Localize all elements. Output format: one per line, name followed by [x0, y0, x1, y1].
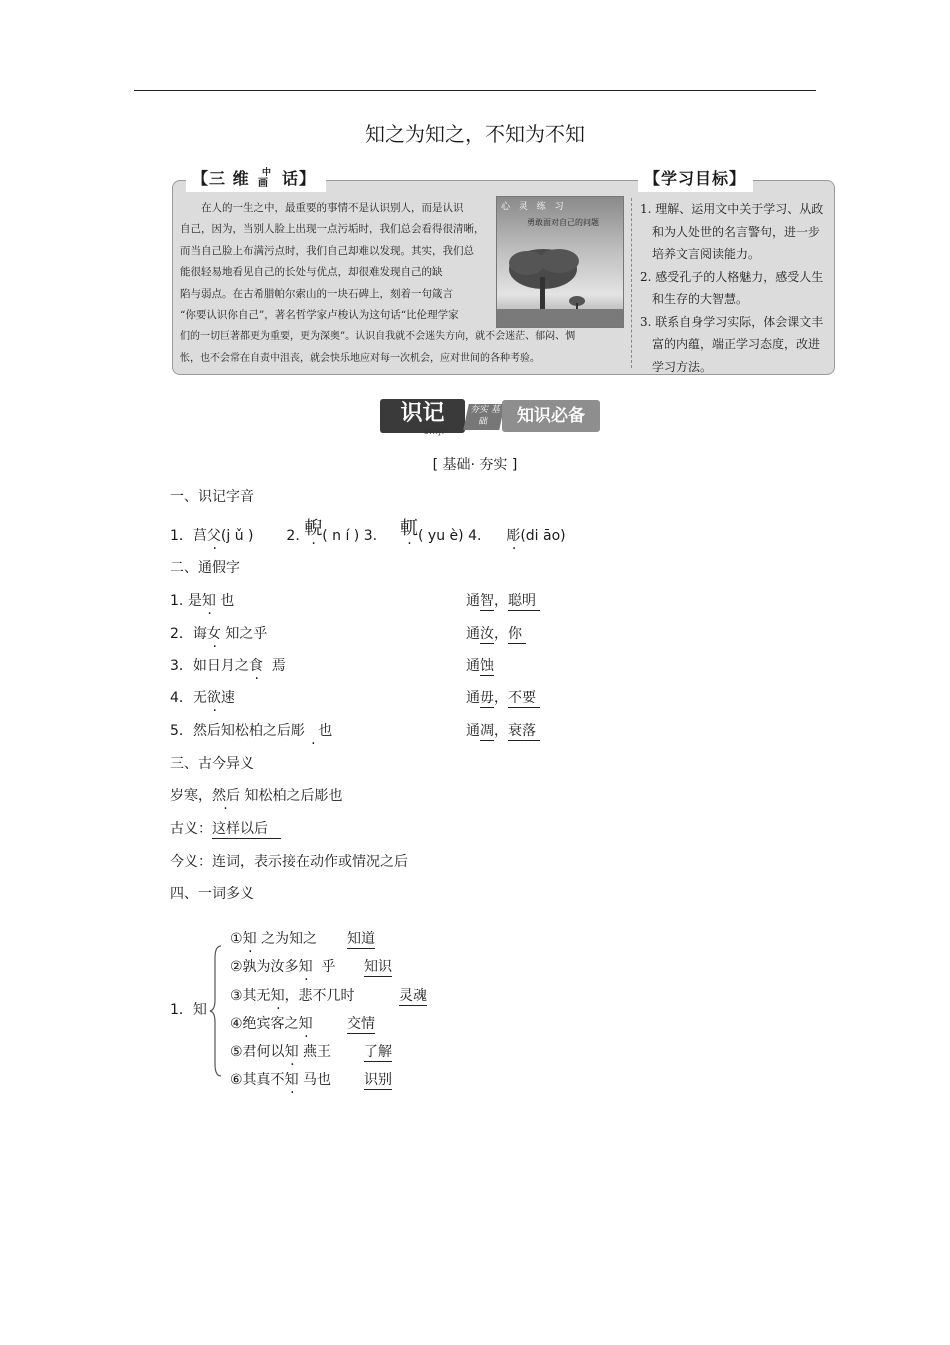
goal-line: 和生存的大智慧。	[640, 292, 749, 306]
duoyi-item-5	[230, 1043, 331, 1061]
tongjia-pre: 诲	[192, 626, 207, 642]
intro-line: 能很轻易地看见自己的长处与优点，却很难发现自己的缺	[180, 266, 443, 279]
learning-goals	[640, 198, 832, 378]
duoyi-meaning-5	[364, 1043, 392, 1061]
duoyi-meaning: 知道	[347, 931, 375, 947]
tongjia-post: 焉	[271, 658, 286, 674]
section-banner-pinyin: SHIJI	[424, 428, 445, 436]
tongjia-answer-3	[466, 657, 494, 675]
tongjia-tong: 通	[466, 593, 480, 609]
intro-line: 自己，因为，当别人脸上出现一点污垢时，我们总会看得很清晰，	[180, 223, 485, 236]
duoyi-item-6	[230, 1071, 331, 1089]
tongjia-num: 3．	[170, 658, 193, 674]
tongjia-pre: 无	[192, 690, 207, 706]
sanwei-tag-end: 话】	[282, 169, 317, 188]
tongjia-num: 1.	[170, 593, 188, 609]
duoyi-meaning-4	[347, 1015, 375, 1033]
pron-pinyin-3: ( yu è)	[418, 528, 464, 544]
tongjia-answer-2	[466, 625, 526, 643]
tongjia-pre: 然后知松柏之后彫	[192, 723, 305, 739]
tongjia-sentence-4	[170, 689, 235, 707]
duoyi-meaning: 了解	[364, 1044, 392, 1060]
duoyi-post: ，悲不几时	[284, 988, 355, 1004]
tongjia-char: 凋	[480, 723, 494, 739]
pron-num-2: 2.	[286, 528, 300, 544]
tongjia-sentence-1	[170, 592, 234, 610]
gujin-jin-label: 今义：	[170, 854, 212, 870]
tongjia-post: 也	[318, 723, 333, 739]
tongjia-post: 速	[220, 690, 235, 706]
gujin-pre: 岁寒，	[170, 788, 212, 804]
section-banner-left: 识记	[380, 399, 465, 433]
gujin-dot-word: 然后	[212, 788, 240, 804]
intro-line: 陷与弱点。在古希腊帕尔索山的一块石碑上，刻着一句箴言	[180, 287, 453, 300]
gujin-gu-label: 古义：	[170, 821, 212, 837]
pron-word-2: 輗	[304, 518, 323, 539]
tongjia-meaning: 衰落	[508, 723, 536, 739]
pronunciation-row	[170, 518, 566, 545]
tongjia-dot-char: 欲	[206, 690, 221, 706]
sanwei-tag-small-top: 中	[262, 168, 272, 178]
tongjia-char: 蚀	[480, 658, 494, 674]
duoyi-post: 乎	[321, 959, 336, 975]
duoyi-meaning-3	[399, 987, 427, 1005]
duoyi-post: 马也	[303, 1072, 332, 1088]
heading-gujin: 三、古今异义	[170, 756, 254, 772]
tongjia-num: 2．	[170, 626, 193, 642]
pron-pinyin-2: ( n í )	[322, 528, 360, 544]
goal-line: 和为人处世的名言警句，进一步	[640, 224, 821, 239]
tree-photo	[496, 196, 624, 328]
tongjia-char: 毋	[480, 690, 494, 706]
gujin-gu	[170, 820, 281, 838]
tongjia-dot-char: 女	[206, 626, 221, 642]
pron-pinyin-1: (j ǔ )	[220, 528, 254, 544]
duoyi-pre: ③其无	[230, 988, 271, 1004]
section-banner-small: 夯实 基础	[463, 404, 505, 430]
duoyi-dot-char: 知	[284, 1044, 299, 1060]
duoyi-dot-char: 知	[270, 988, 285, 1004]
section-banner	[380, 397, 602, 437]
duoyi-meaning-1	[347, 930, 375, 948]
duoyi-post: 燕王	[303, 1044, 332, 1060]
tongjia-tong: 通	[466, 690, 480, 706]
photo-caption: 心 灵 练 习	[501, 202, 567, 212]
duoyi-label: 1．知	[170, 1002, 207, 1018]
tongjia-pre: 如日月之	[192, 658, 249, 674]
duoyi-meaning: 知识	[364, 959, 392, 975]
tongjia-post: 也	[220, 593, 235, 609]
tongjia-answer-4	[466, 689, 540, 707]
gujin-gu-value: 这样以后	[212, 821, 268, 837]
tongjia-sep: ，	[494, 690, 508, 706]
pron-num-3: 3.	[363, 528, 378, 544]
duoyi-pre: ⑥其真不	[230, 1072, 285, 1088]
goal-line: 2. 感受孔子的人格魅力，感受人生	[640, 269, 824, 284]
duoyi-dot-char: 知	[284, 1072, 299, 1088]
tongjia-sep: ，	[494, 593, 508, 609]
tongjia-num: 4．	[170, 690, 193, 706]
pron-word-1b: 父	[206, 528, 221, 544]
goal-line: 学习方法。	[640, 359, 713, 374]
duoyi-item-4	[230, 1015, 313, 1033]
duoyi-pre: ①	[230, 931, 243, 947]
heading-tongjia: 二、通假字	[170, 560, 240, 576]
heading-pronunciation: 一、识记字音	[170, 489, 254, 505]
banner-divider	[631, 198, 632, 368]
duoyi-pre: ②孰为汝多	[230, 959, 299, 975]
goals-tag: 【学习目标】	[638, 166, 753, 192]
tongjia-answer-1	[466, 592, 540, 610]
tongjia-tong: 通	[466, 723, 480, 739]
duoyi-pre: ⑤君何以	[230, 1044, 285, 1060]
section-banner-right: 知识必备	[502, 400, 600, 432]
tongjia-pre: 是	[187, 593, 202, 609]
tongjia-tong: 通	[466, 626, 480, 642]
tongjia-sep: ，	[494, 626, 508, 642]
sanwei-tag-small-bottom: 画	[258, 178, 268, 189]
duoyi-item-2	[230, 958, 335, 976]
pron-word-3: 軏	[400, 518, 418, 539]
gujin-sentence	[170, 787, 342, 805]
tongjia-meaning: 聪明	[508, 593, 536, 609]
duoyi-meaning-2	[364, 958, 392, 976]
intro-line: “你要认识你自己”，著名哲学家卢梭认为这句话“比伦理学家	[180, 308, 459, 321]
duoyi-meaning-6	[364, 1071, 392, 1089]
heading-duoyi: 四、一词多义	[170, 886, 254, 902]
duoyi-dot-char: 知	[242, 931, 257, 947]
tongjia-dot-char: 食	[248, 658, 263, 674]
duoyi-meaning: 灵魂	[399, 988, 427, 1004]
goal-line: 3. 联系自身学习实际，体会课文丰	[640, 314, 824, 329]
intro-line: 在人的一生之中，最重要的事情不是认识别人，而是认识	[180, 202, 464, 214]
duoyi-meaning: 识别	[364, 1072, 392, 1088]
tongjia-char: 智	[480, 593, 494, 609]
photo-subcaption: 勇敢面对自己的问题	[527, 218, 599, 227]
duoyi-meaning: 交情	[347, 1016, 375, 1032]
gujin-jin	[170, 853, 408, 871]
section-subtitle: [ 基础· 夯实 ]	[432, 457, 518, 473]
tongjia-tong: 通	[466, 658, 480, 674]
tongjia-sentence-3	[170, 657, 286, 675]
tongjia-char: 汝	[480, 626, 494, 642]
duoyi-post: 之为知之	[261, 931, 318, 947]
duoyi-dot-char: 知	[298, 959, 313, 975]
duoyi-pre: ④绝宾客之	[230, 1016, 299, 1032]
goal-line: 1. 理解、运用文中关于学习、从政	[640, 202, 824, 216]
tongjia-dot-char: 知	[201, 593, 216, 609]
tongjia-num: 5．	[170, 723, 193, 739]
gujin-jin-value: 连词，表示接在动作或情况之后	[212, 854, 408, 870]
pron-pinyin-4: (di āo)	[520, 528, 566, 544]
intro-line: 怅，也不会常在自责中沮丧，就会快乐地应对每一次机会，应对世间的各种考验。	[180, 352, 540, 364]
sanwei-tag-main: 【三 维	[192, 169, 250, 188]
intro-line: 们的一切巨著都更为重要，更为深奥”。认识自我就不会迷失方向，就不会迷茫、郁闷、惆	[180, 331, 576, 343]
tongjia-meaning: 不要	[508, 690, 536, 706]
pron-word-1a: 莒	[192, 528, 207, 544]
goal-line: 富的内蕴，端正学习态度，改进	[640, 337, 821, 351]
duoyi-item-3	[230, 987, 355, 1005]
brace-icon	[209, 944, 223, 1078]
tongjia-post: 知之乎	[225, 626, 268, 642]
tongjia-meaning: 你	[508, 626, 522, 642]
page-title: 知之为知之，不知为不知	[365, 122, 585, 146]
intro-line: 而当自己脸上布满污点时，我们自己却难以发现。其实，我们总	[180, 244, 474, 257]
top-rule	[134, 90, 816, 91]
pron-word-4: 彫	[506, 528, 521, 544]
sanwei-tag	[186, 166, 326, 192]
pron-num-1: 1．	[170, 528, 193, 544]
pron-num-4: 4.	[468, 528, 482, 544]
tongjia-sentence-2	[170, 625, 267, 643]
duoyi-item-1	[230, 930, 317, 948]
goal-line: 培养文言阅读能力。	[640, 247, 761, 261]
tongjia-sentence-5	[170, 722, 332, 740]
tree-icon	[497, 197, 624, 328]
tongjia-sep: ，	[494, 723, 508, 739]
gujin-post: 知松柏之后彫也	[244, 788, 343, 804]
tongjia-answer-5	[466, 722, 540, 740]
duoyi-dot-char: 知	[298, 1016, 313, 1032]
